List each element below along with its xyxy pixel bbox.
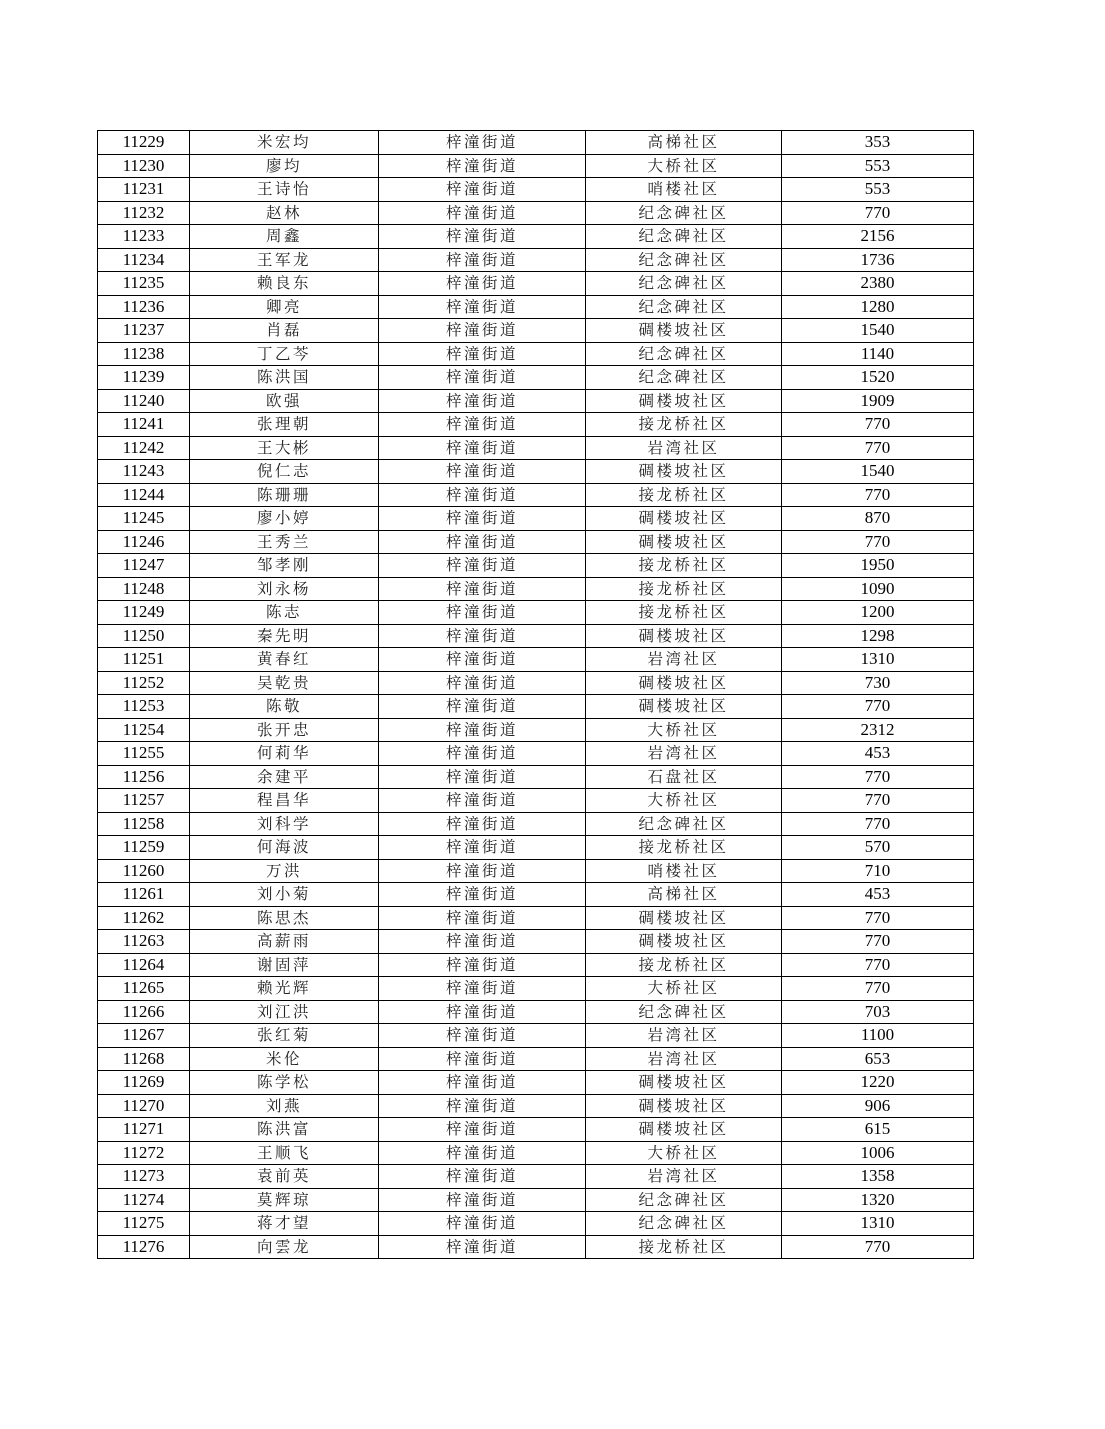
name-cell: 廖小婷 xyxy=(190,507,379,531)
community-cell: 大桥社区 xyxy=(586,718,782,742)
row-id-cell: 11273 xyxy=(98,1165,190,1189)
street-cell: 梓潼街道 xyxy=(379,836,586,860)
community-cell: 纪念碑社区 xyxy=(586,248,782,272)
community-cell: 大桥社区 xyxy=(586,1141,782,1165)
table-row xyxy=(98,319,974,343)
row-id-cell: 11248 xyxy=(98,577,190,601)
row-id-cell: 11230 xyxy=(98,154,190,178)
name-cell: 袁前英 xyxy=(190,1165,379,1189)
community-cell: 接龙桥社区 xyxy=(586,577,782,601)
row-id-cell: 11239 xyxy=(98,366,190,390)
community-cell: 接龙桥社区 xyxy=(586,953,782,977)
name-cell: 刘永杨 xyxy=(190,577,379,601)
table-row xyxy=(98,1141,974,1165)
name-cell: 丁乙芩 xyxy=(190,342,379,366)
table-body xyxy=(98,131,974,1259)
community-cell: 碉楼坡社区 xyxy=(586,460,782,484)
row-id-cell: 11262 xyxy=(98,906,190,930)
amount-cell: 770 xyxy=(782,530,974,554)
street-cell: 梓潼街道 xyxy=(379,977,586,1001)
amount-cell: 1909 xyxy=(782,389,974,413)
street-cell: 梓潼街道 xyxy=(379,295,586,319)
table-row xyxy=(98,201,974,225)
table-row xyxy=(98,577,974,601)
street-cell: 梓潼街道 xyxy=(379,695,586,719)
name-cell: 谢固萍 xyxy=(190,953,379,977)
table-row xyxy=(98,154,974,178)
street-cell: 梓潼街道 xyxy=(379,436,586,460)
name-cell: 肖磊 xyxy=(190,319,379,343)
name-cell: 陈思杰 xyxy=(190,906,379,930)
table-row xyxy=(98,1235,974,1259)
street-cell: 梓潼街道 xyxy=(379,1094,586,1118)
row-id-cell: 11253 xyxy=(98,695,190,719)
amount-cell: 1736 xyxy=(782,248,974,272)
street-cell: 梓潼街道 xyxy=(379,154,586,178)
table-row xyxy=(98,460,974,484)
amount-cell: 2380 xyxy=(782,272,974,296)
amount-cell: 1320 xyxy=(782,1188,974,1212)
name-cell: 王顺飞 xyxy=(190,1141,379,1165)
row-id-cell: 11274 xyxy=(98,1188,190,1212)
street-cell: 梓潼街道 xyxy=(379,1071,586,1095)
amount-cell: 770 xyxy=(782,930,974,954)
table-row xyxy=(98,295,974,319)
amount-cell: 770 xyxy=(782,789,974,813)
table-row xyxy=(98,1212,974,1236)
amount-cell: 770 xyxy=(782,201,974,225)
community-cell: 岩湾社区 xyxy=(586,742,782,766)
community-cell: 接龙桥社区 xyxy=(586,554,782,578)
row-id-cell: 11258 xyxy=(98,812,190,836)
street-cell: 梓潼街道 xyxy=(379,507,586,531)
row-id-cell: 11240 xyxy=(98,389,190,413)
community-cell: 碉楼坡社区 xyxy=(586,1094,782,1118)
row-id-cell: 11243 xyxy=(98,460,190,484)
street-cell: 梓潼街道 xyxy=(379,1047,586,1071)
table-row xyxy=(98,859,974,883)
community-cell: 岩湾社区 xyxy=(586,648,782,672)
table-row xyxy=(98,366,974,390)
row-id-cell: 11249 xyxy=(98,601,190,625)
table-row xyxy=(98,248,974,272)
community-cell: 高梯社区 xyxy=(586,883,782,907)
street-cell: 梓潼街道 xyxy=(379,1118,586,1142)
community-cell: 哨楼社区 xyxy=(586,859,782,883)
community-cell: 接龙桥社区 xyxy=(586,1235,782,1259)
table-row xyxy=(98,695,974,719)
row-id-cell: 11260 xyxy=(98,859,190,883)
amount-cell: 553 xyxy=(782,178,974,202)
table-row xyxy=(98,718,974,742)
table-row xyxy=(98,671,974,695)
table-row xyxy=(98,178,974,202)
row-id-cell: 11267 xyxy=(98,1024,190,1048)
street-cell: 梓潼街道 xyxy=(379,789,586,813)
amount-cell: 1358 xyxy=(782,1165,974,1189)
name-cell: 倪仁志 xyxy=(190,460,379,484)
street-cell: 梓潼街道 xyxy=(379,624,586,648)
street-cell: 梓潼街道 xyxy=(379,225,586,249)
street-cell: 梓潼街道 xyxy=(379,1188,586,1212)
name-cell: 吴乾贵 xyxy=(190,671,379,695)
table-row xyxy=(98,930,974,954)
row-id-cell: 11254 xyxy=(98,718,190,742)
amount-cell: 710 xyxy=(782,859,974,883)
table-row xyxy=(98,272,974,296)
name-cell: 张开忠 xyxy=(190,718,379,742)
street-cell: 梓潼街道 xyxy=(379,366,586,390)
community-cell: 大桥社区 xyxy=(586,789,782,813)
amount-cell: 770 xyxy=(782,695,974,719)
row-id-cell: 11236 xyxy=(98,295,190,319)
amount-cell: 906 xyxy=(782,1094,974,1118)
row-id-cell: 11276 xyxy=(98,1235,190,1259)
community-cell: 纪念碑社区 xyxy=(586,366,782,390)
name-cell: 蒋才望 xyxy=(190,1212,379,1236)
street-cell: 梓潼街道 xyxy=(379,460,586,484)
amount-cell: 1540 xyxy=(782,319,974,343)
name-cell: 何莉华 xyxy=(190,742,379,766)
amount-cell: 770 xyxy=(782,765,974,789)
community-cell: 大桥社区 xyxy=(586,977,782,1001)
name-cell: 余建平 xyxy=(190,765,379,789)
name-cell: 高薪雨 xyxy=(190,930,379,954)
row-id-cell: 11268 xyxy=(98,1047,190,1071)
row-id-cell: 11238 xyxy=(98,342,190,366)
row-id-cell: 11259 xyxy=(98,836,190,860)
table-row xyxy=(98,413,974,437)
community-cell: 岩湾社区 xyxy=(586,1165,782,1189)
row-id-cell: 11250 xyxy=(98,624,190,648)
name-cell: 赖光辉 xyxy=(190,977,379,1001)
table-row xyxy=(98,131,974,155)
street-cell: 梓潼街道 xyxy=(379,248,586,272)
street-cell: 梓潼街道 xyxy=(379,319,586,343)
table-row xyxy=(98,1118,974,1142)
table-row xyxy=(98,1188,974,1212)
row-id-cell: 11269 xyxy=(98,1071,190,1095)
street-cell: 梓潼街道 xyxy=(379,1212,586,1236)
amount-cell: 353 xyxy=(782,131,974,155)
row-id-cell: 11263 xyxy=(98,930,190,954)
row-id-cell: 11232 xyxy=(98,201,190,225)
amount-cell: 1090 xyxy=(782,577,974,601)
amount-cell: 1540 xyxy=(782,460,974,484)
amount-cell: 1298 xyxy=(782,624,974,648)
community-cell: 碉楼坡社区 xyxy=(586,695,782,719)
name-cell: 邹孝刚 xyxy=(190,554,379,578)
street-cell: 梓潼街道 xyxy=(379,201,586,225)
amount-cell: 653 xyxy=(782,1047,974,1071)
row-id-cell: 11270 xyxy=(98,1094,190,1118)
community-cell: 石盘社区 xyxy=(586,765,782,789)
name-cell: 陈学松 xyxy=(190,1071,379,1095)
amount-cell: 770 xyxy=(782,906,974,930)
name-cell: 莫辉琼 xyxy=(190,1188,379,1212)
row-id-cell: 11237 xyxy=(98,319,190,343)
amount-cell: 703 xyxy=(782,1000,974,1024)
name-cell: 刘科学 xyxy=(190,812,379,836)
name-cell: 张红菊 xyxy=(190,1024,379,1048)
street-cell: 梓潼街道 xyxy=(379,1141,586,1165)
row-id-cell: 11235 xyxy=(98,272,190,296)
community-cell: 接龙桥社区 xyxy=(586,413,782,437)
table-row xyxy=(98,601,974,625)
amount-cell: 2312 xyxy=(782,718,974,742)
name-cell: 米宏均 xyxy=(190,131,379,155)
amount-cell: 770 xyxy=(782,413,974,437)
community-cell: 接龙桥社区 xyxy=(586,601,782,625)
community-cell: 纪念碑社区 xyxy=(586,1212,782,1236)
table-row xyxy=(98,1047,974,1071)
table-row xyxy=(98,554,974,578)
row-id-cell: 11231 xyxy=(98,178,190,202)
community-cell: 碉楼坡社区 xyxy=(586,319,782,343)
amount-cell: 615 xyxy=(782,1118,974,1142)
community-cell: 碉楼坡社区 xyxy=(586,1118,782,1142)
table-row xyxy=(98,225,974,249)
table-row xyxy=(98,789,974,813)
amount-cell: 1280 xyxy=(782,295,974,319)
table-row xyxy=(98,812,974,836)
community-cell: 纪念碑社区 xyxy=(586,295,782,319)
community-cell: 岩湾社区 xyxy=(586,1047,782,1071)
name-cell: 周鑫 xyxy=(190,225,379,249)
row-id-cell: 11234 xyxy=(98,248,190,272)
street-cell: 梓潼街道 xyxy=(379,554,586,578)
table-row xyxy=(98,342,974,366)
row-id-cell: 11251 xyxy=(98,648,190,672)
amount-cell: 770 xyxy=(782,436,974,460)
amount-cell: 570 xyxy=(782,836,974,860)
name-cell: 黄春红 xyxy=(190,648,379,672)
table-row xyxy=(98,1071,974,1095)
name-cell: 卿亮 xyxy=(190,295,379,319)
row-id-cell: 11255 xyxy=(98,742,190,766)
table-row xyxy=(98,389,974,413)
amount-cell: 770 xyxy=(782,977,974,1001)
amount-cell: 770 xyxy=(782,1235,974,1259)
amount-cell: 453 xyxy=(782,742,974,766)
street-cell: 梓潼街道 xyxy=(379,413,586,437)
name-cell: 向雲龙 xyxy=(190,1235,379,1259)
community-cell: 纪念碑社区 xyxy=(586,1188,782,1212)
community-cell: 纪念碑社区 xyxy=(586,225,782,249)
row-id-cell: 11264 xyxy=(98,953,190,977)
community-cell: 碉楼坡社区 xyxy=(586,906,782,930)
street-cell: 梓潼街道 xyxy=(379,718,586,742)
amount-cell: 730 xyxy=(782,671,974,695)
row-id-cell: 11242 xyxy=(98,436,190,460)
street-cell: 梓潼街道 xyxy=(379,742,586,766)
name-cell: 何海波 xyxy=(190,836,379,860)
name-cell: 米伦 xyxy=(190,1047,379,1071)
street-cell: 梓潼街道 xyxy=(379,389,586,413)
name-cell: 赵林 xyxy=(190,201,379,225)
street-cell: 梓潼街道 xyxy=(379,1165,586,1189)
community-cell: 碉楼坡社区 xyxy=(586,930,782,954)
table-row xyxy=(98,742,974,766)
row-id-cell: 11265 xyxy=(98,977,190,1001)
street-cell: 梓潼街道 xyxy=(379,483,586,507)
row-id-cell: 11241 xyxy=(98,413,190,437)
row-id-cell: 11261 xyxy=(98,883,190,907)
name-cell: 程昌华 xyxy=(190,789,379,813)
table-row xyxy=(98,765,974,789)
street-cell: 梓潼街道 xyxy=(379,178,586,202)
amount-cell: 1200 xyxy=(782,601,974,625)
community-cell: 高梯社区 xyxy=(586,131,782,155)
street-cell: 梓潼街道 xyxy=(379,577,586,601)
community-cell: 碉楼坡社区 xyxy=(586,624,782,648)
street-cell: 梓潼街道 xyxy=(379,765,586,789)
table-row xyxy=(98,836,974,860)
row-id-cell: 11266 xyxy=(98,1000,190,1024)
community-cell: 碉楼坡社区 xyxy=(586,1071,782,1095)
community-cell: 纪念碑社区 xyxy=(586,201,782,225)
table-row xyxy=(98,1165,974,1189)
street-cell: 梓潼街道 xyxy=(379,1000,586,1024)
name-cell: 刘燕 xyxy=(190,1094,379,1118)
row-id-cell: 11245 xyxy=(98,507,190,531)
name-cell: 张理朝 xyxy=(190,413,379,437)
row-id-cell: 11272 xyxy=(98,1141,190,1165)
name-cell: 廖均 xyxy=(190,154,379,178)
street-cell: 梓潼街道 xyxy=(379,1024,586,1048)
table-row xyxy=(98,883,974,907)
name-cell: 赖良东 xyxy=(190,272,379,296)
row-id-cell: 11271 xyxy=(98,1118,190,1142)
row-id-cell: 11247 xyxy=(98,554,190,578)
table-row xyxy=(98,1024,974,1048)
row-id-cell: 11275 xyxy=(98,1212,190,1236)
community-cell: 纪念碑社区 xyxy=(586,1000,782,1024)
street-cell: 梓潼街道 xyxy=(379,953,586,977)
street-cell: 梓潼街道 xyxy=(379,601,586,625)
name-cell: 陈珊珊 xyxy=(190,483,379,507)
table-row xyxy=(98,507,974,531)
name-cell: 秦先明 xyxy=(190,624,379,648)
community-cell: 哨楼社区 xyxy=(586,178,782,202)
name-cell: 王大彬 xyxy=(190,436,379,460)
street-cell: 梓潼街道 xyxy=(379,272,586,296)
community-cell: 碉楼坡社区 xyxy=(586,507,782,531)
table-row xyxy=(98,906,974,930)
community-cell: 碉楼坡社区 xyxy=(586,389,782,413)
name-cell: 王秀兰 xyxy=(190,530,379,554)
name-cell: 陈洪富 xyxy=(190,1118,379,1142)
table-row xyxy=(98,1000,974,1024)
street-cell: 梓潼街道 xyxy=(379,648,586,672)
name-cell: 欧强 xyxy=(190,389,379,413)
row-id-cell: 11256 xyxy=(98,765,190,789)
street-cell: 梓潼街道 xyxy=(379,883,586,907)
row-id-cell: 11246 xyxy=(98,530,190,554)
subsidy-table xyxy=(97,130,974,1259)
street-cell: 梓潼街道 xyxy=(379,131,586,155)
name-cell: 万洪 xyxy=(190,859,379,883)
name-cell: 陈洪国 xyxy=(190,366,379,390)
street-cell: 梓潼街道 xyxy=(379,812,586,836)
amount-cell: 553 xyxy=(782,154,974,178)
street-cell: 梓潼街道 xyxy=(379,530,586,554)
row-id-cell: 11229 xyxy=(98,131,190,155)
row-id-cell: 11244 xyxy=(98,483,190,507)
street-cell: 梓潼街道 xyxy=(379,906,586,930)
community-cell: 纪念碑社区 xyxy=(586,272,782,296)
row-id-cell: 11233 xyxy=(98,225,190,249)
name-cell: 陈敬 xyxy=(190,695,379,719)
table-row xyxy=(98,624,974,648)
table-row xyxy=(98,483,974,507)
community-cell: 碉楼坡社区 xyxy=(586,671,782,695)
name-cell: 陈志 xyxy=(190,601,379,625)
street-cell: 梓潼街道 xyxy=(379,859,586,883)
amount-cell: 1950 xyxy=(782,554,974,578)
street-cell: 梓潼街道 xyxy=(379,671,586,695)
street-cell: 梓潼街道 xyxy=(379,1235,586,1259)
table-row xyxy=(98,436,974,460)
amount-cell: 1220 xyxy=(782,1071,974,1095)
amount-cell: 1006 xyxy=(782,1141,974,1165)
table-row xyxy=(98,977,974,1001)
table-row xyxy=(98,953,974,977)
amount-cell: 1520 xyxy=(782,366,974,390)
community-cell: 接龙桥社区 xyxy=(586,483,782,507)
name-cell: 刘江洪 xyxy=(190,1000,379,1024)
amount-cell: 2156 xyxy=(782,225,974,249)
street-cell: 梓潼街道 xyxy=(379,930,586,954)
name-cell: 刘小菊 xyxy=(190,883,379,907)
amount-cell: 870 xyxy=(782,507,974,531)
community-cell: 纪念碑社区 xyxy=(586,342,782,366)
table-row xyxy=(98,648,974,672)
name-cell: 王诗怡 xyxy=(190,178,379,202)
community-cell: 岩湾社区 xyxy=(586,436,782,460)
community-cell: 碉楼坡社区 xyxy=(586,530,782,554)
community-cell: 纪念碑社区 xyxy=(586,812,782,836)
amount-cell: 770 xyxy=(782,953,974,977)
amount-cell: 770 xyxy=(782,483,974,507)
amount-cell: 453 xyxy=(782,883,974,907)
community-cell: 接龙桥社区 xyxy=(586,836,782,860)
row-id-cell: 11257 xyxy=(98,789,190,813)
community-cell: 岩湾社区 xyxy=(586,1024,782,1048)
table-row xyxy=(98,530,974,554)
amount-cell: 1310 xyxy=(782,1212,974,1236)
row-id-cell: 11252 xyxy=(98,671,190,695)
amount-cell: 770 xyxy=(782,812,974,836)
amount-cell: 1140 xyxy=(782,342,974,366)
name-cell: 王军龙 xyxy=(190,248,379,272)
amount-cell: 1100 xyxy=(782,1024,974,1048)
street-cell: 梓潼街道 xyxy=(379,342,586,366)
amount-cell: 1310 xyxy=(782,648,974,672)
community-cell: 大桥社区 xyxy=(586,154,782,178)
table-row xyxy=(98,1094,974,1118)
